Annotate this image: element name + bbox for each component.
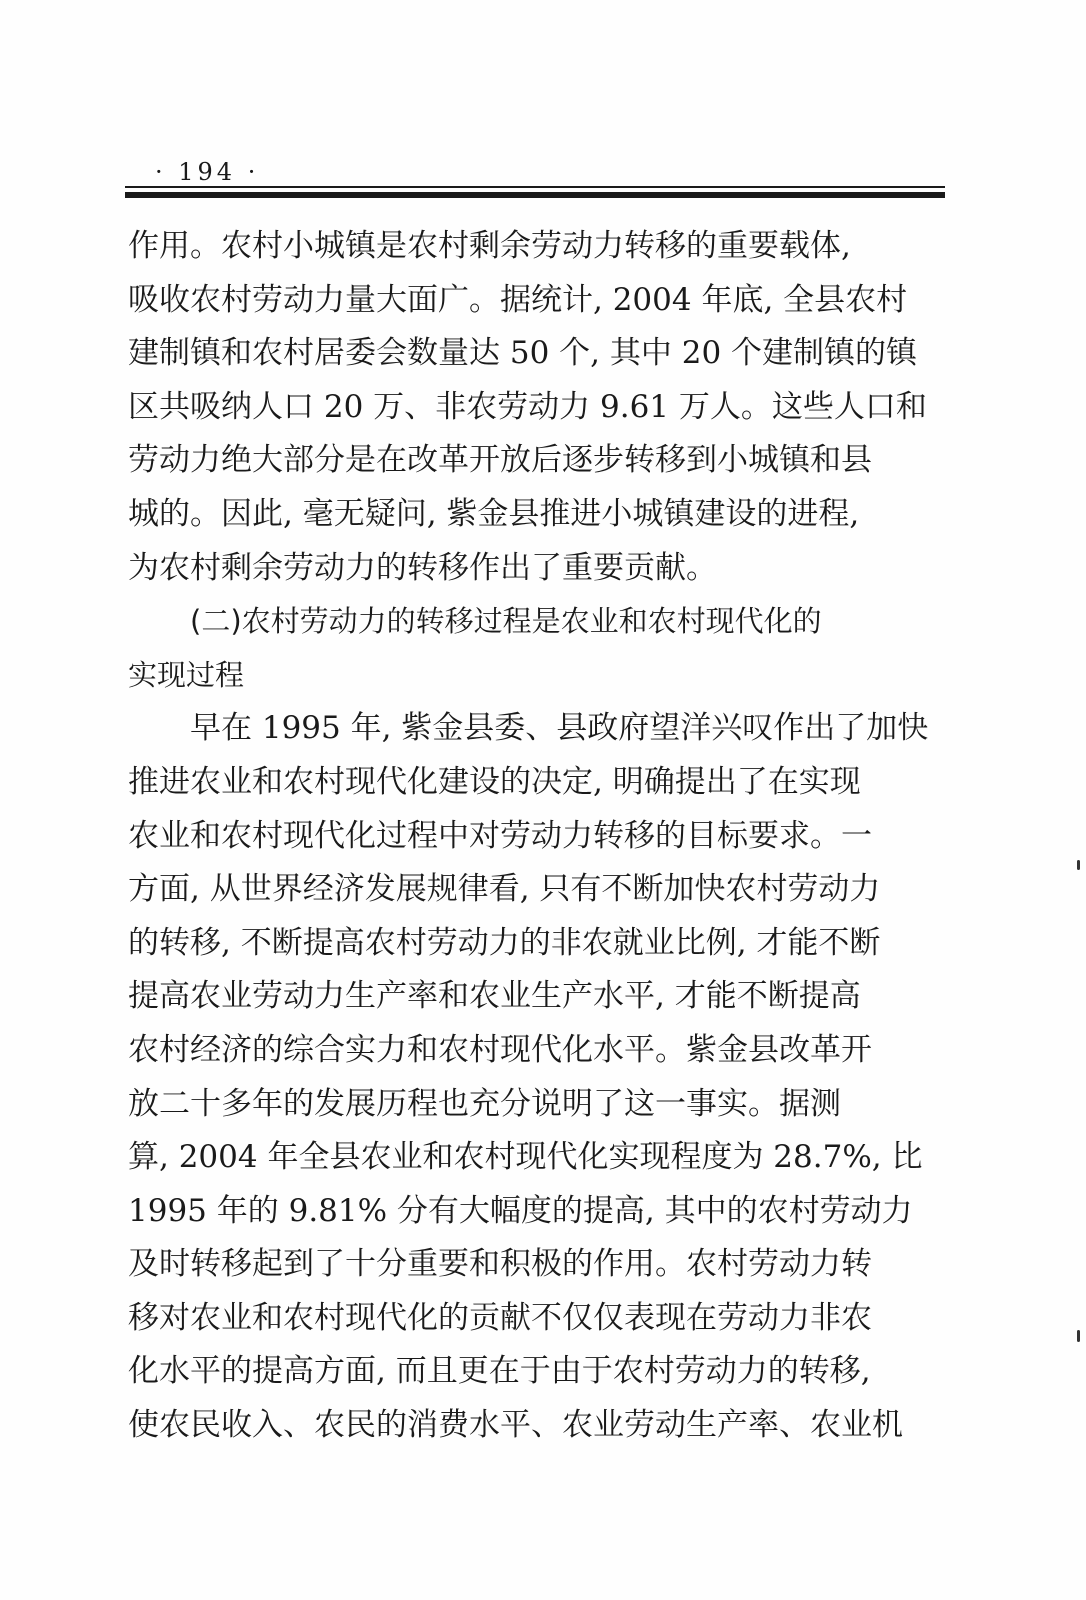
section-heading [128,595,943,702]
text-line: 方面, 从世界经济发展规律看, 只有不断加快农村劳动力 [128,871,881,908]
scan-edge-mark [1077,1330,1080,1342]
paragraph-1 [128,220,943,595]
header-rule-thick [125,192,945,198]
text-line: 城的。因此, 毫无疑问, 紫金县推进小城镇建设的进程, [128,495,860,532]
text-line: 放二十多年的发展历程也充分说明了这一事实。据测 [128,1085,841,1122]
text-line: 早在 1995 年, 紫金县委、县政府望洋兴叹作出了加快 [190,710,929,747]
text-line: 建制镇和农村居委会数量达 50 个, 其中 20 个建制镇的镇 [128,335,918,372]
header-rule-thin [125,186,945,188]
text-line: 农村经济的综合实力和农村现代化水平。紫金县改革开 [128,1031,872,1068]
page-header [125,150,945,210]
body-text [128,220,943,1453]
text-line: 为农村剩余劳动力的转移作出了重要贡献。 [128,549,717,586]
page-number: · 194 · [155,158,260,186]
heading-line: 实现过程 [128,657,245,692]
text-line: 化水平的提高方面, 而且更在于由于农村劳动力的转移, [128,1353,871,1390]
text-line: 1995 年的 9.81% 分有大幅度的提高, 其中的农村劳动力 [128,1192,913,1229]
text-line: 推进农业和农村现代化建设的决定, 明确提出了在实现 [128,763,861,800]
paragraph-2 [128,702,943,1452]
text-line: 农业和农村现代化过程中对劳动力转移的目标要求。一 [128,817,872,854]
text-line: 的转移, 不断提高农村劳动力的非农就业比例, 才能不断 [128,924,881,961]
text-line: 算, 2004 年全县农业和农村现代化实现程度为 28.7%, 比 [128,1139,923,1176]
text-line: 及时转移起到了十分重要和积极的作用。农村劳动力转 [128,1246,872,1283]
text-line: 劳动力绝大部分是在改革开放后逐步转移到小城镇和县 [128,442,872,479]
text-line: 区共吸纳人口 20 万、非农劳动力 9.61 万人。这些人口和 [128,388,927,425]
text-line: 使农民收入、农民的消费水平、农业劳动生产率、农业机 [128,1407,903,1444]
heading-line: (二)农村劳动力的转移过程是农业和农村现代化的 [190,604,822,639]
text-line: 吸收农村劳动力量大面广。据统计, 2004 年底, 全县农村 [128,281,908,318]
text-line: 移对农业和农村现代化的贡献不仅仅表现在劳动力非农 [128,1299,872,1336]
text-line: 作用。农村小城镇是农村剩余劳动力转移的重要载体, [128,228,851,264]
scan-edge-mark [1077,860,1080,870]
text-line: 提高农业劳动力生产率和农业生产水平, 才能不断提高 [128,978,861,1015]
